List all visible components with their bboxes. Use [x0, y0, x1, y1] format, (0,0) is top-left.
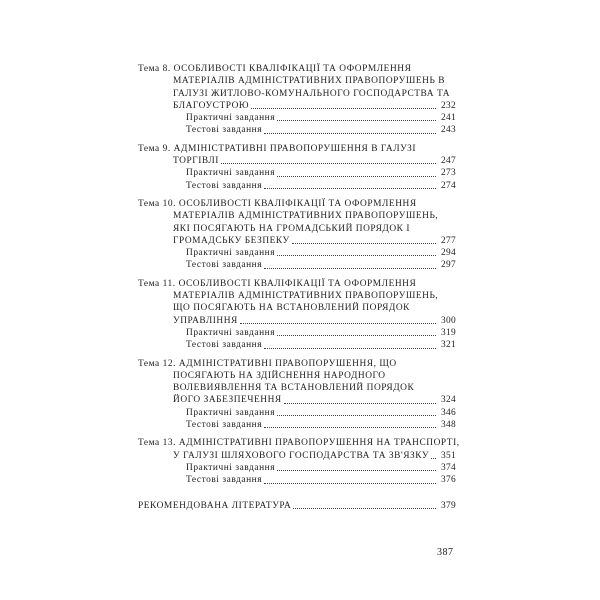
- toc-line: [138, 223, 456, 235]
- toc-line: [138, 500, 456, 512]
- toc-subentry-tests: [138, 259, 456, 271]
- dot-leader: [277, 415, 436, 416]
- toc-line: [138, 210, 456, 222]
- dot-leader: [284, 403, 436, 404]
- toc-subentry-label: Практичні завдання: [186, 407, 276, 418]
- toc-title-line: УПРАВЛІННЯ: [173, 315, 238, 326]
- toc-page-number: 376: [441, 475, 456, 486]
- toc-page-number: 232: [441, 100, 456, 111]
- toc-line: [138, 75, 456, 87]
- toc-title-line: Тема 12. АДМІНІСТРАТИВНІ ПРАВОПОРУШЕННЯ, ЩО: [138, 358, 397, 369]
- toc-title-line: ГАЛУЗІ ЖИТЛОВО-КОМУНАЛЬНОГО ГОСПОДАРСТВА ТА: [173, 88, 451, 99]
- toc-entry-topic-8: [138, 63, 456, 137]
- toc-line: [138, 358, 456, 370]
- toc-page-number: 379: [441, 500, 456, 511]
- toc-subentry-tests: [138, 419, 456, 431]
- dot-leader: [431, 458, 436, 459]
- toc-subentry-label: Тестові завдання: [186, 340, 263, 351]
- toc-page-number: 346: [441, 407, 456, 418]
- toc-page-number: 274: [441, 180, 456, 191]
- table-of-contents: [138, 63, 460, 512]
- toc-page-number: 277: [441, 235, 456, 246]
- toc-line: [138, 88, 456, 100]
- toc-line: [138, 370, 456, 382]
- toc-subentry-practical: [138, 407, 456, 419]
- toc-line: [138, 394, 456, 406]
- toc-title-line: Тема 8. ОСОБЛИВОСТІ КВАЛІФІКАЦІЇ ТА ОФОРМЛЕННЯ: [138, 64, 412, 74]
- dot-leader: [221, 163, 436, 164]
- toc-entry-references: [138, 500, 456, 512]
- dot-leader: [293, 508, 436, 509]
- toc-subentry-label: Тестові завдання: [186, 125, 263, 136]
- toc-line: [138, 198, 456, 210]
- toc-title-line: Тема 9. АДМІНІСТРАТИВНІ ПРАВОПОРУШЕННЯ В ГАЛУЗІ: [138, 143, 417, 154]
- toc-entry-topic-13: [138, 437, 460, 486]
- dot-leader: [264, 348, 436, 349]
- toc-title-line: У ГАЛУЗІ ШЛЯХОВОГО ГОСПОДАРСТВА ТА ЗВ'ЯЗКУ: [173, 450, 430, 461]
- toc-entry-topic-11: [138, 278, 456, 352]
- toc-title-line: МАТЕРІАЛІВ АДМІНІСТРАТИВНИХ ПРАВОПОРУШЕНЬ В: [173, 76, 446, 87]
- toc-subentry-label: Практичні завдання: [186, 462, 276, 473]
- toc-title-line: МАТЕРІАЛІВ АДМІНІСТРАТИВНИХ ПРАВОПОРУШЕНЬ,: [173, 291, 439, 302]
- toc-page-number: 241: [441, 113, 456, 124]
- dot-leader: [277, 255, 436, 256]
- dot-leader: [264, 268, 436, 269]
- toc-entry-topic-12: [138, 358, 456, 432]
- toc-subentry-practical: [138, 112, 456, 124]
- toc-page-number: 348: [441, 420, 456, 431]
- toc-page-number: 319: [441, 327, 456, 338]
- toc-page-number: 247: [441, 156, 456, 167]
- toc-page-number: 374: [441, 462, 456, 473]
- toc-title-line: ЯКІ ПОСЯГАЮТЬ НА ГРОМАДСЬКИЙ ПОРЯДОК І: [173, 223, 411, 234]
- toc-page-number: 297: [441, 260, 456, 271]
- toc-line: [138, 143, 456, 155]
- toc-subentry-label: Тестові завдання: [186, 180, 263, 191]
- page-number: 387: [437, 547, 454, 558]
- dot-leader: [240, 323, 436, 324]
- dot-leader: [264, 427, 436, 428]
- spacer: [138, 487, 456, 500]
- toc-line: [138, 155, 456, 167]
- toc-page-number: 243: [441, 125, 456, 136]
- toc-title-line: РЕКОМЕНДОВАНА ЛІТЕРАТУРА: [138, 500, 292, 511]
- toc-page-number: 351: [441, 450, 456, 461]
- toc-title-line: ПОСЯГАЮТЬ НА ЗДІЙСНЕННЯ НАРОДНОГО: [173, 370, 386, 381]
- toc-line: [138, 315, 456, 327]
- toc-title-line: МАТЕРІАЛІВ АДМІНІСТРАТИВНИХ ПРАВОПОРУШЕНЬ,: [173, 211, 439, 222]
- toc-title-line: ЙОГО ЗАБЕЗПЕЧЕННЯ: [173, 395, 282, 406]
- toc-line: [138, 302, 456, 314]
- toc-subentry-label: Практичні завдання: [186, 168, 276, 179]
- toc-title-line: ТОРГІВЛІ: [173, 156, 219, 167]
- toc-subentry-tests: [138, 474, 456, 486]
- toc-subentry-practical: [138, 327, 456, 339]
- toc-title-line: ГРОМАДСЬКУ БЕЗПЕКУ: [173, 235, 290, 246]
- toc-page-number: 324: [441, 395, 456, 406]
- dot-leader: [264, 133, 436, 134]
- toc-page-number: 273: [441, 168, 456, 179]
- dot-leader: [251, 108, 436, 109]
- toc-line: [138, 382, 456, 394]
- toc-page-number: 321: [441, 340, 456, 351]
- dot-leader: [277, 470, 436, 471]
- toc-subentry-practical: [138, 167, 456, 179]
- toc-title-line: ВОЛЕВИЯВЛЕННЯ ТА ВСТАНОВЛЕНИЙ ПОРЯДОК: [173, 383, 415, 394]
- toc-line: [138, 450, 456, 462]
- dot-leader: [264, 188, 436, 189]
- toc-line: [138, 278, 456, 290]
- toc-subentry-tests: [138, 339, 456, 351]
- toc-entry-topic-10: [138, 198, 456, 272]
- dot-leader: [264, 483, 436, 484]
- toc-page-number: 294: [441, 248, 456, 259]
- toc-title-line: БЛАГОУСТРОЮ: [173, 100, 250, 111]
- toc-subentry-label: Тестові завдання: [186, 260, 263, 271]
- dot-leader: [277, 176, 436, 177]
- dot-leader: [277, 335, 436, 336]
- toc-entry-topic-9: [138, 143, 456, 192]
- toc-subentry-tests: [138, 124, 456, 136]
- toc-line: [138, 235, 456, 247]
- toc-title-line: Тема 11. ОСОБЛИВОСТІ КВАЛІФІКАЦІЇ ТА ОФОРМЛЕННЯ: [138, 278, 417, 289]
- toc-line: [138, 100, 456, 112]
- dot-leader: [277, 120, 436, 121]
- toc-page-number: 300: [441, 315, 456, 326]
- toc-title-line: ЩО ПОСЯГАЮТЬ НА ВСТАНОВЛЕНИЙ ПОРЯДОК: [173, 303, 410, 314]
- toc-subentry-practical: [138, 462, 456, 474]
- toc-subentry-label: Практичні завдання: [186, 113, 276, 124]
- toc-subentry-label: Практичні завдання: [186, 248, 276, 259]
- dot-leader: [292, 243, 436, 244]
- toc-subentry-tests: [138, 180, 456, 192]
- toc-subentry-practical: [138, 247, 456, 259]
- toc-title-line: Тема 10. ОСОБЛИВОСТІ КВАЛІФІКАЦІЇ ТА ОФОРМЛЕННЯ: [138, 198, 417, 209]
- toc-title-line: Тема 13. АДМІНІСТРАТИВНІ ПРАВОПОРУШЕННЯ НА ТРАНСПОРТІ,: [138, 438, 460, 449]
- toc-subentry-label: Тестові завдання: [186, 475, 263, 486]
- toc-line: [138, 63, 456, 75]
- toc-subentry-label: Тестові завдання: [186, 420, 263, 431]
- toc-subentry-label: Практичні завдання: [186, 327, 276, 338]
- toc-line: [138, 290, 456, 302]
- toc-line: [138, 437, 460, 449]
